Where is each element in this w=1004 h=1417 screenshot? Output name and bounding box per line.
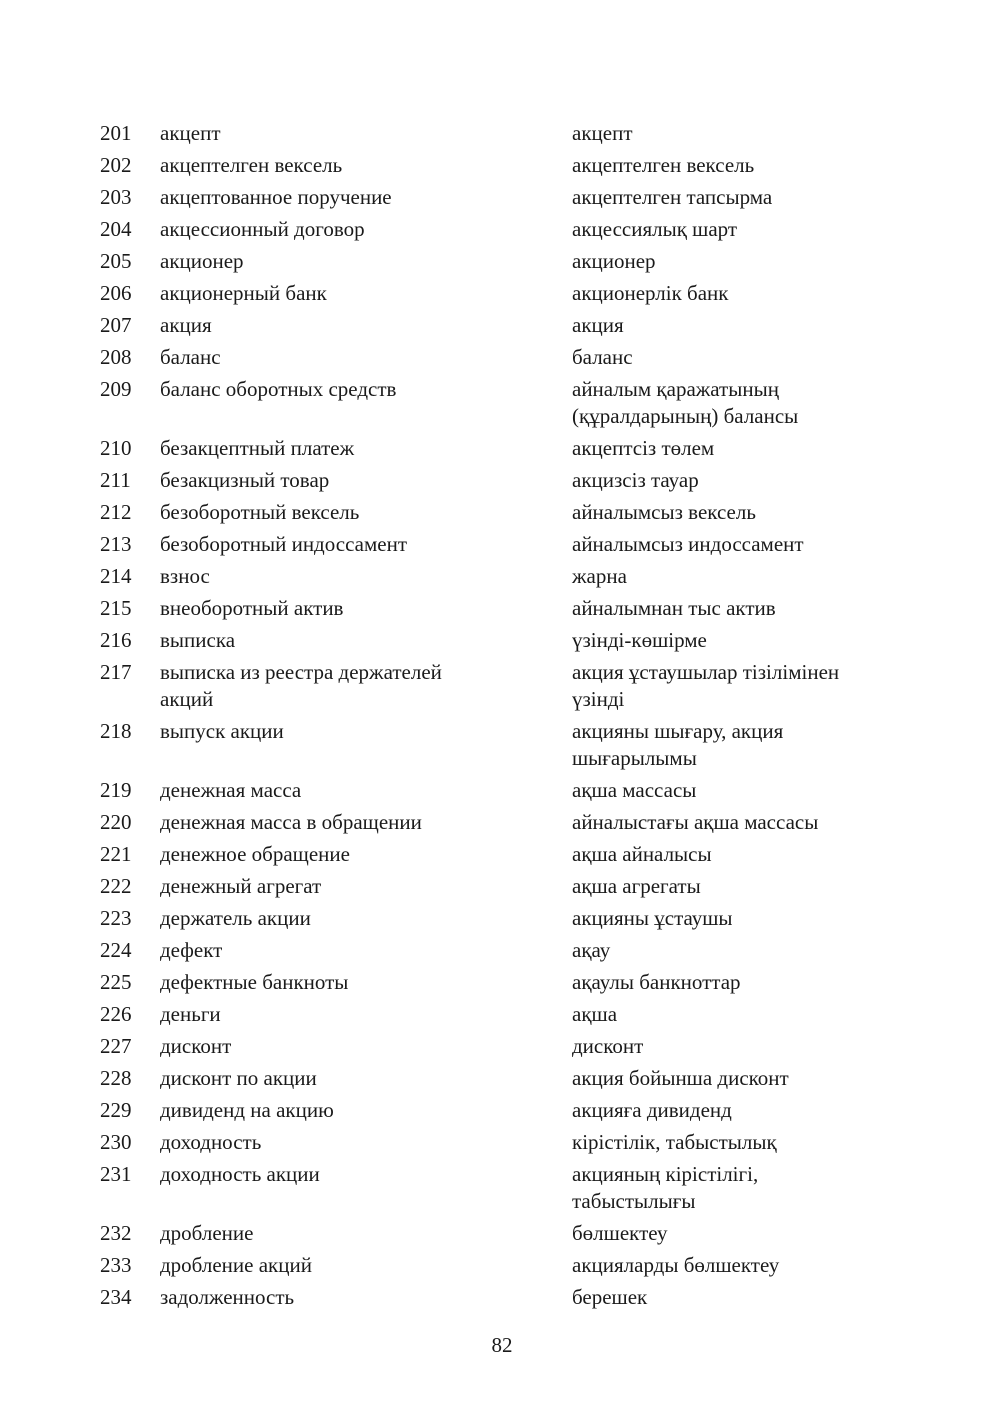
entry-number: 222	[100, 873, 132, 898]
entry-term-russian: выписка из реестра держателей акций	[160, 659, 442, 711]
entry-term-kazakh: акцияны ұстаушы	[572, 905, 733, 930]
glossary-entry	[0, 213, 1004, 245]
glossary-entry	[0, 1030, 1004, 1062]
entry-term-kazakh: айналымсыз индоссамент	[572, 531, 804, 556]
entry-term-russian: выписка	[160, 627, 236, 652]
glossary-entry	[0, 592, 1004, 624]
entry-term-russian: дисконт по акции	[160, 1065, 317, 1090]
glossary-entry	[0, 149, 1004, 181]
glossary-entry	[0, 373, 1004, 432]
page-number: 82	[491, 1333, 513, 1357]
glossary-entry	[0, 1126, 1004, 1158]
entry-term-kazakh: айналымнан тыс актив	[572, 595, 776, 620]
entry-number: 211	[100, 467, 131, 492]
entry-number: 213	[100, 531, 132, 556]
entry-term-kazakh: акцияға дивиденд	[572, 1097, 732, 1122]
entry-term-kazakh: акцияны шығару, акция шығарылымы	[572, 718, 784, 770]
entry-term-kazakh: ақаулы банкноттар	[572, 969, 741, 994]
entry-number: 204	[100, 216, 132, 241]
entry-term-russian: денежный агрегат	[160, 873, 322, 898]
entry-term-russian: дисконт	[160, 1033, 232, 1058]
entry-term-kazakh: айналым қаражатының (құралдарының) балансы	[572, 376, 799, 428]
glossary-list	[0, 117, 1004, 1313]
entry-term-russian: доходность	[160, 1129, 262, 1154]
entry-number: 223	[100, 905, 132, 930]
entry-term-russian: акционерный банк	[160, 280, 327, 305]
entry-term-kazakh: ақша	[572, 1001, 618, 1026]
entry-term-russian: безакцептный платеж	[160, 435, 355, 460]
entry-term-kazakh: ақша айналысы	[572, 841, 712, 866]
entry-term-russian: дробление	[160, 1220, 254, 1245]
glossary-entry	[0, 774, 1004, 806]
entry-term-kazakh: акционер	[572, 248, 656, 273]
entry-term-russian: безоборотный вексель	[160, 499, 360, 524]
entry-term-kazakh: берешек	[572, 1284, 648, 1309]
entry-term-kazakh: акция ұстаушылар тізілімінен үзінді	[572, 659, 840, 711]
glossary-entry	[0, 1281, 1004, 1313]
entry-term-kazakh: акционерлік банк	[572, 280, 729, 305]
entry-number: 228	[100, 1065, 132, 1090]
glossary-entry	[0, 838, 1004, 870]
entry-term-russian: безакцизный товар	[160, 467, 330, 492]
entry-term-kazakh: акцизсіз тауар	[572, 467, 699, 492]
entry-term-russian: денежное обращение	[160, 841, 350, 866]
entry-term-russian: денежная масса	[160, 777, 302, 802]
entry-number: 234	[100, 1284, 132, 1309]
entry-number: 220	[100, 809, 132, 834]
entry-term-russian: баланс	[160, 344, 221, 369]
glossary-entry	[0, 560, 1004, 592]
glossary-entry	[0, 245, 1004, 277]
entry-number: 207	[100, 312, 132, 337]
entry-term-kazakh: акцессиялық шарт	[572, 216, 738, 241]
entry-term-kazakh: жарна	[572, 563, 627, 588]
entry-number: 205	[100, 248, 132, 273]
entry-number: 209	[100, 376, 132, 401]
glossary-entry	[0, 1062, 1004, 1094]
entry-term-kazakh: акция	[572, 312, 624, 337]
entry-number: 221	[100, 841, 132, 866]
entry-number: 215	[100, 595, 132, 620]
glossary-entry	[0, 715, 1004, 774]
entry-term-russian: держатель акции	[160, 905, 311, 930]
entry-term-kazakh: кірістілік, табыстылық	[572, 1129, 777, 1154]
glossary-entry	[0, 934, 1004, 966]
glossary-entry	[0, 1094, 1004, 1126]
entry-term-russian: баланс оборотных средств	[160, 376, 397, 401]
entry-term-kazakh: ақша агрегаты	[572, 873, 701, 898]
glossary-entry	[0, 806, 1004, 838]
entry-number: 212	[100, 499, 132, 524]
glossary-entry	[0, 528, 1004, 560]
entry-term-kazakh: үзінді-көшірме	[572, 627, 707, 652]
entry-term-kazakh: бөлшектеу	[572, 1220, 668, 1245]
entry-term-kazakh: дисконт	[572, 1033, 644, 1058]
entry-number: 230	[100, 1129, 132, 1154]
entry-term-kazakh: акцияларды бөлшектеу	[572, 1252, 780, 1277]
entry-number: 217	[100, 659, 132, 684]
entry-number: 224	[100, 937, 132, 962]
entry-number: 229	[100, 1097, 132, 1122]
entry-term-russian: доходность акции	[160, 1161, 320, 1186]
glossary-entry	[0, 624, 1004, 656]
entry-number: 226	[100, 1001, 132, 1026]
glossary-entry	[0, 277, 1004, 309]
entry-number: 208	[100, 344, 132, 369]
entry-number: 227	[100, 1033, 132, 1058]
entry-number: 214	[100, 563, 132, 588]
entry-term-russian: акция	[160, 312, 212, 337]
entry-term-kazakh: акция бойынша дисконт	[572, 1065, 789, 1090]
entry-number: 216	[100, 627, 132, 652]
entry-term-russian: акцессионный договор	[160, 216, 365, 241]
glossary-entry	[0, 902, 1004, 934]
entry-term-kazakh: баланс	[572, 344, 633, 369]
entry-number: 225	[100, 969, 132, 994]
entry-term-russian: дробление акций	[160, 1252, 312, 1277]
entry-number: 201	[100, 120, 132, 145]
glossary-entry	[0, 656, 1004, 715]
entry-term-russian: денежная масса в обращении	[160, 809, 422, 834]
glossary-entry	[0, 432, 1004, 464]
entry-term-russian: дефектные банкноты	[160, 969, 349, 994]
entry-term-kazakh: акцептелген тапсырма	[572, 184, 773, 209]
glossary-entry	[0, 1217, 1004, 1249]
entry-term-russian: акцептелген вексель	[160, 152, 343, 177]
glossary-entry	[0, 1249, 1004, 1281]
entry-term-russian: внеоборотный актив	[160, 595, 344, 620]
entry-term-russian: дефект	[160, 937, 223, 962]
entry-term-russian: акционер	[160, 248, 244, 273]
entry-term-russian: акцептованное поручение	[160, 184, 392, 209]
entry-term-kazakh: айналыстағы ақша массасы	[572, 809, 819, 834]
entry-term-kazakh: ақау	[572, 937, 611, 962]
entry-number: 233	[100, 1252, 132, 1277]
glossary-entry	[0, 870, 1004, 902]
entry-term-russian: выпуск акции	[160, 718, 284, 743]
entry-term-russian: взнос	[160, 563, 210, 588]
entry-number: 231	[100, 1161, 132, 1186]
glossary-entry	[0, 309, 1004, 341]
glossary-entry	[0, 966, 1004, 998]
entry-term-kazakh: айналымсыз вексель	[572, 499, 756, 524]
entry-number: 218	[100, 718, 132, 743]
entry-term-kazakh: акцептсіз төлем	[572, 435, 715, 460]
glossary-entry	[0, 998, 1004, 1030]
entry-number: 232	[100, 1220, 132, 1245]
entry-term-russian: задолженность	[160, 1284, 295, 1309]
entry-number: 203	[100, 184, 132, 209]
entry-term-russian: акцепт	[160, 120, 221, 145]
entry-term-russian: деньги	[160, 1001, 221, 1026]
glossary-entry	[0, 1158, 1004, 1217]
entry-term-kazakh: акцептелген вексель	[572, 152, 755, 177]
glossary-entry	[0, 341, 1004, 373]
entry-number: 202	[100, 152, 132, 177]
entry-term-kazakh: акцияның кірістілігі, табыстылығы	[572, 1161, 759, 1213]
entry-term-kazakh: акцепт	[572, 120, 633, 145]
glossary-entry	[0, 117, 1004, 149]
entry-number: 206	[100, 280, 132, 305]
entry-term-russian: дивиденд на акцию	[160, 1097, 334, 1122]
glossary-entry	[0, 496, 1004, 528]
entry-number: 219	[100, 777, 132, 802]
entry-number: 210	[100, 435, 132, 460]
glossary-entry	[0, 181, 1004, 213]
glossary-entry	[0, 464, 1004, 496]
entry-term-kazakh: ақша массасы	[572, 777, 697, 802]
entry-term-russian: безоборотный индоссамент	[160, 531, 408, 556]
